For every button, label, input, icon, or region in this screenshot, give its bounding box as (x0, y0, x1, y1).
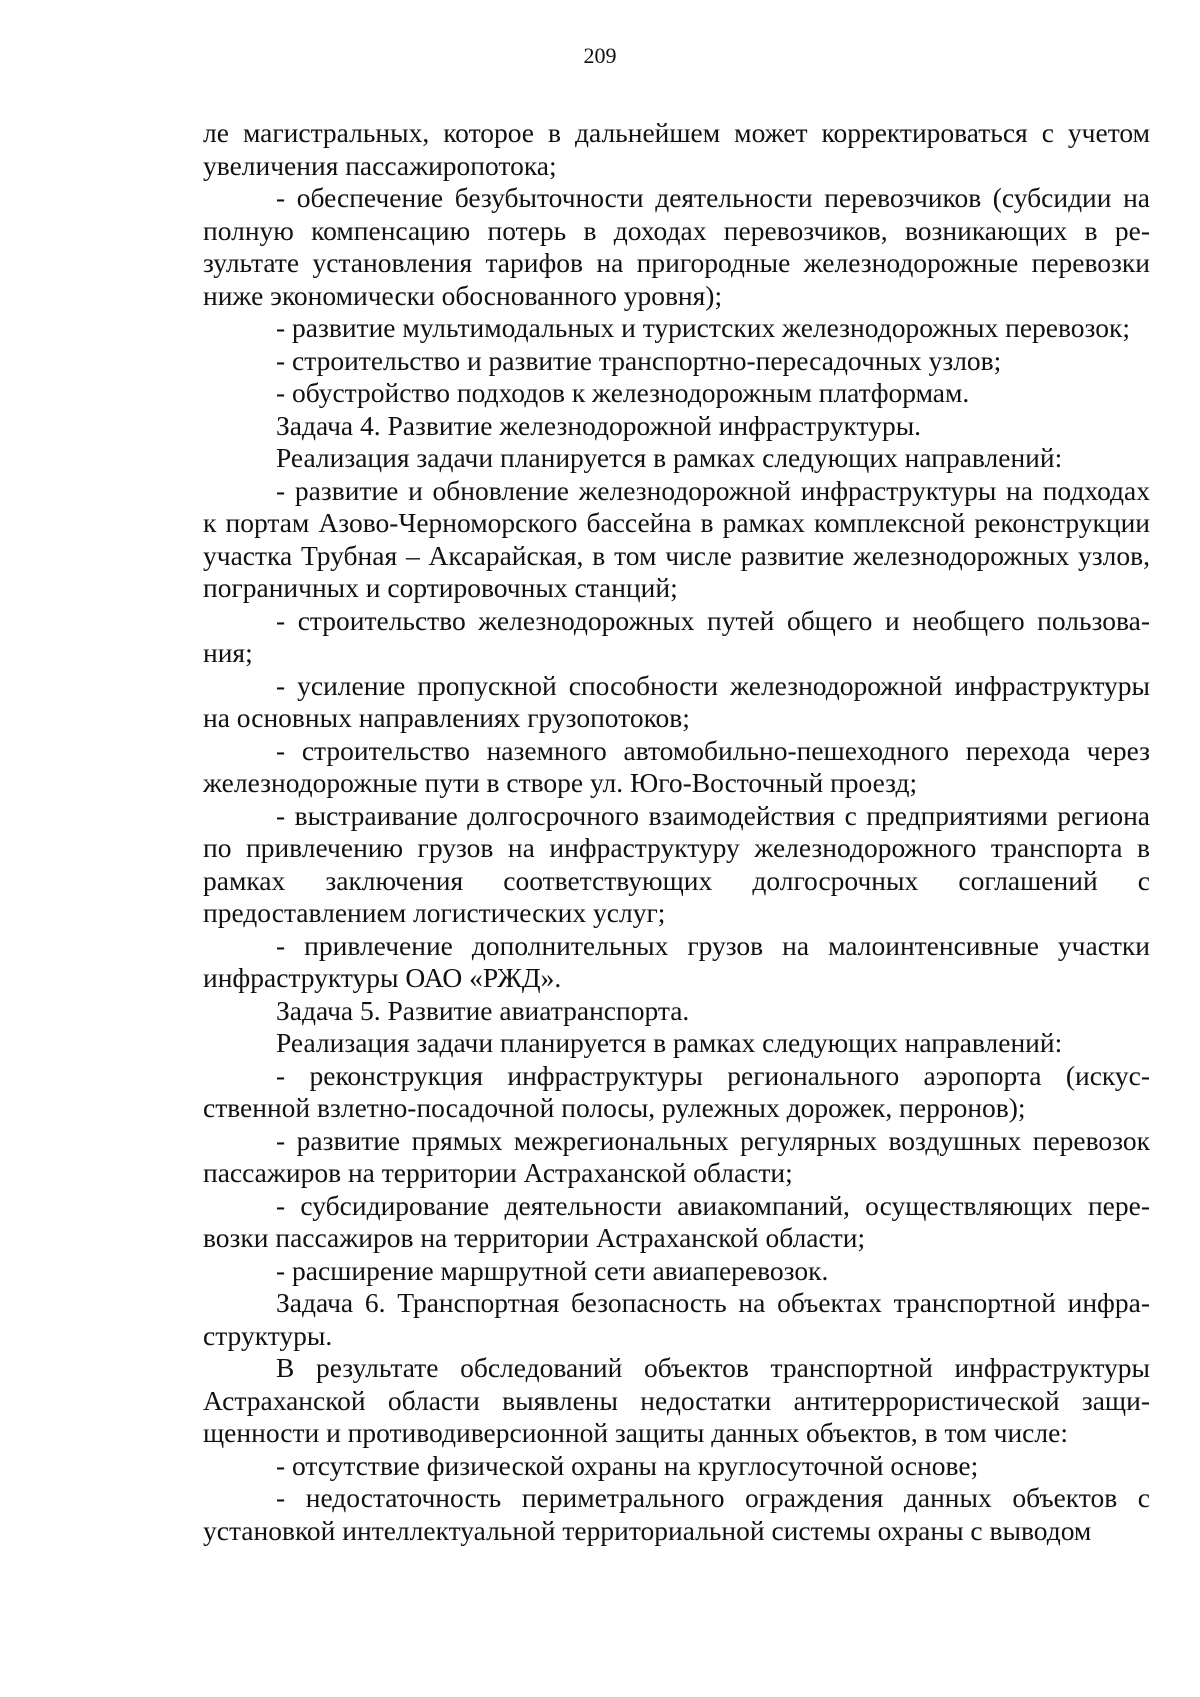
paragraph: - развитие мультимодальных и туристских железнодорожных перевозок; (276, 312, 1130, 343)
paragraph: - субсидирование деятельности авиакомпаний, осуществляющих перевозки пассажиров на территории Астраханской области; (203, 1189, 1150, 1253)
paragraph: - усиление пропускной способности железнодорожной инфраструктуры на основных направлениях грузопотоков; (203, 669, 1150, 733)
paragraph: - выстраивание долгосрочного взаимодействия с предприятиями региона по привлечению грузов на инфраструктуру железнодорожного транспорта в рамках заключения соответствующих долгосрочных соглашений с предоставлением логистических услуг; (203, 799, 1150, 928)
paragraph: - привлечение дополнительных грузов на малоинтенсивные участки инфраструктуры ОАО «РЖД». (203, 929, 1150, 993)
paragraph: Задача 5. Развитие авиатранспорта. (276, 994, 690, 1026)
paragraph: - строительство железнодорожных путей общего и необщего пользования; (203, 604, 1150, 668)
paragraph: В результате обследований объектов транспортной инфраструктуры Астраханской области выявлены недостатки антитеррористической защищенности и противодиверсионной защиты данных объектов, в том числе: (203, 1352, 1150, 1448)
paragraph: - обустройство подходов к железнодорожным платформам. (276, 377, 970, 408)
paragraph: - развитие прямых межрегиональных регулярных воздушных перевозок пассажиров на территории Астраханской области; (203, 1124, 1150, 1188)
paragraph: - отсутствие физической охраны на круглосуточной основе; (276, 1449, 979, 1481)
paragraph: - обеспечение безубыточности деятельности перевозчиков (субсидии на полную компенсацию потерь в доходах перевозчиков, возникающих в результате установления тарифов на пригородные железнодорожные перевозки ниже экономически обоснованного уровня); (203, 182, 1150, 311)
paragraph: Задача 6. Транспортная безопасность на объектах транспортной инфраструктуры. (203, 1287, 1150, 1351)
page-number: 209 (583, 43, 617, 68)
paragraph: ле магистральных, которое в дальнейшем может корректироваться с учетом увеличения пассажиропотока; (203, 117, 1150, 181)
paragraph: - строительство и развитие транспортно-пересадочных узлов; (276, 344, 1002, 376)
paragraph: Реализация задачи планируется в рамках следующих направлений: (276, 442, 1063, 473)
paragraph: - реконструкция инфраструктуры регионального аэропорта (искусственной взлетно-посадочной полосы, рулежных дорожек, перронов); (203, 1059, 1150, 1123)
paragraph: - недостаточность периметрального ограждения данных объектов с установкой интеллектуальной территориальной системы охраны с выводом (203, 1482, 1150, 1546)
paragraph: Реализация задачи планируется в рамках следующих направлений: (276, 1027, 1063, 1058)
paragraph: - расширение маршрутной сети авиаперевозок. (276, 1254, 829, 1286)
document-body (203, 117, 1150, 1547)
paragraph: - развитие и обновление железнодорожной инфраструктуры на подходах к портам Азово-Черноморского бассейна в рамках комплексной реконструкции участка Трубная – Аксарайская, в том числе развитие железнодорожных узлов, пограничных и сортировочных станций; (203, 474, 1150, 603)
paragraph: Задача 4. Развитие железнодорожной инфраструктуры. (276, 409, 922, 441)
paragraph: - строительство наземного автомобильно-пешеходного перехода через железнодорожные пути в створе ул. Юго-Восточный проезд; (203, 734, 1150, 798)
